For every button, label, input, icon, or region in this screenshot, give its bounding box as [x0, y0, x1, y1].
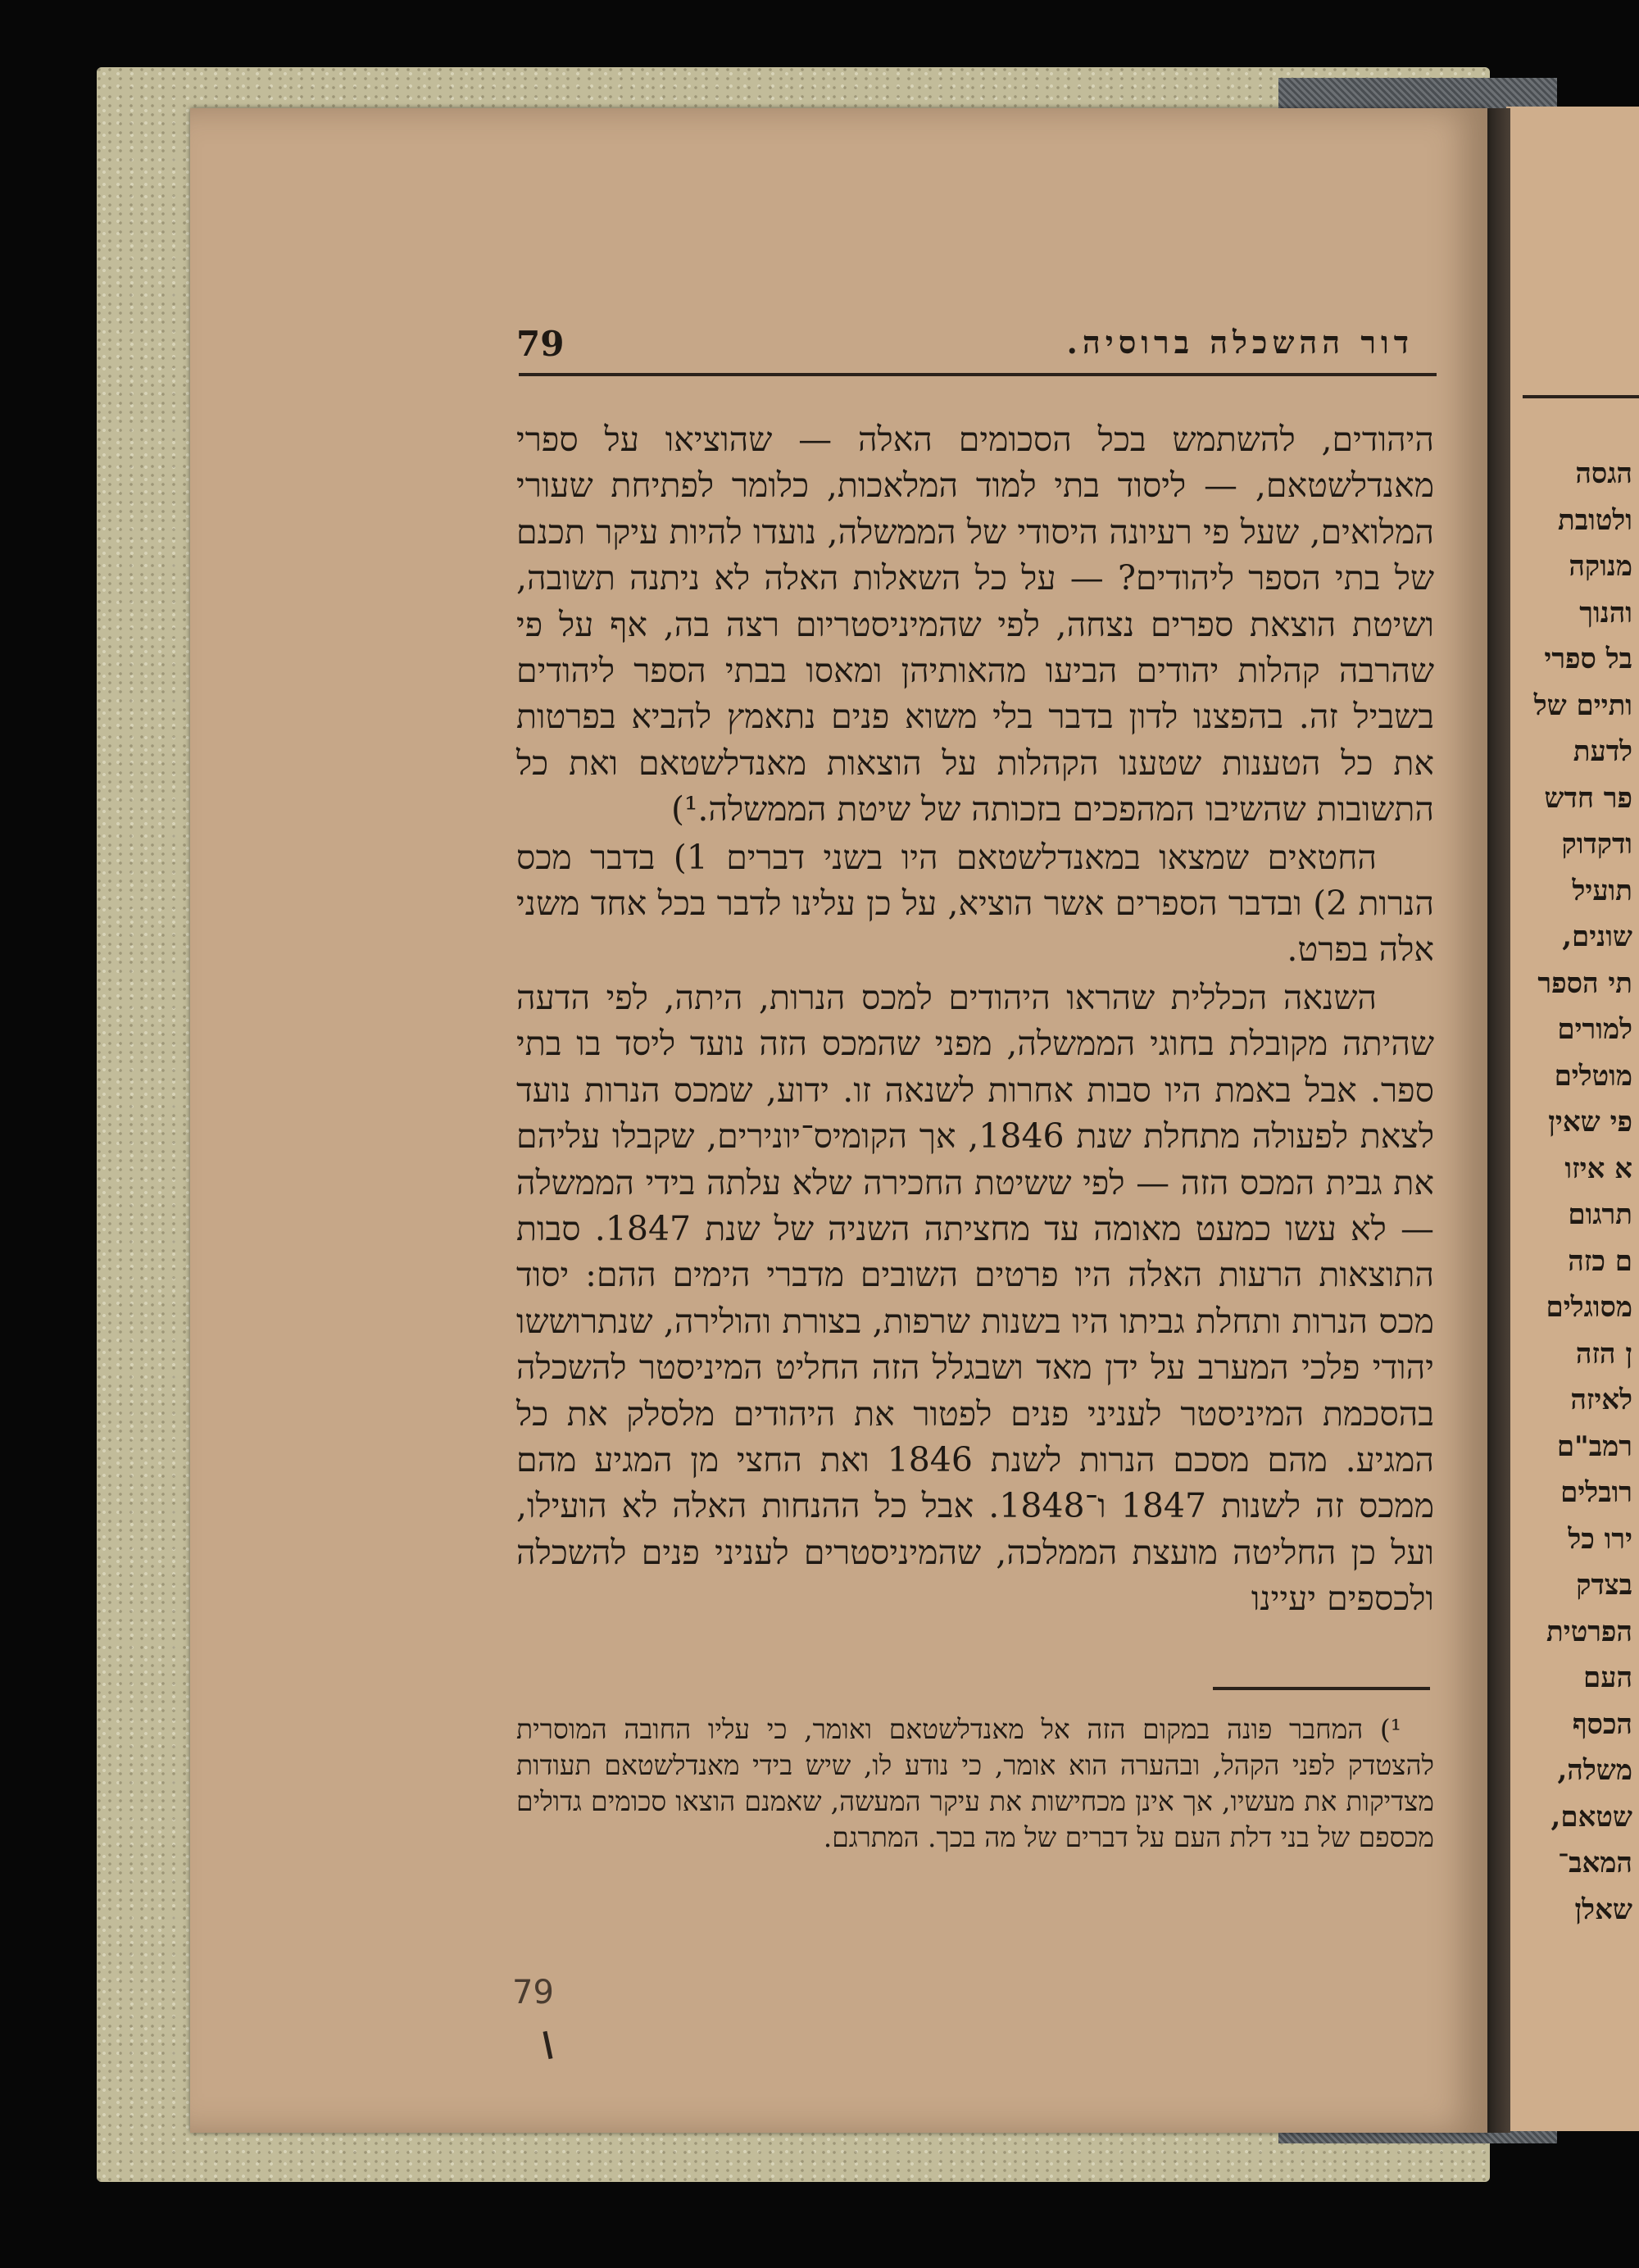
right-page-line: ן הזה [1575, 1337, 1632, 1370]
right-page-line: פי שאין [1548, 1106, 1632, 1139]
right-page-text [1510, 451, 1632, 1933]
pencil-page-number: 79 [512, 1974, 554, 2011]
right-page-line: הגסה [1575, 457, 1632, 490]
right-page-line: הכסף [1572, 1707, 1632, 1741]
right-page-line: רובלים [1560, 1476, 1632, 1509]
right-page-line: תועיל [1572, 874, 1632, 907]
running-head-title: דור ההשכלה ברוסיה. [1066, 324, 1414, 361]
right-page-line: לדעת [1573, 735, 1632, 768]
header-rule [519, 373, 1437, 376]
right-page-line: תי הספר [1537, 966, 1632, 1000]
body-text [516, 416, 1434, 1622]
right-page-line: בצדק [1576, 1569, 1632, 1602]
right-page-line: והנוך [1579, 596, 1632, 629]
right-page-line: שונים, [1562, 920, 1632, 953]
right-page-line: א איזו [1564, 1152, 1632, 1185]
right-page-line: ם כזה [1568, 1244, 1632, 1278]
right-page-line: משלה, [1557, 1754, 1632, 1787]
right-page-line: המאב־ [1558, 1847, 1632, 1879]
right-page-line: רמב"ם [1556, 1429, 1632, 1463]
right-page-line: למורים [1557, 1013, 1632, 1046]
right-page-line: ירו כל [1568, 1522, 1632, 1556]
right-page [1506, 107, 1639, 2131]
right-page-line: שאלן [1574, 1893, 1632, 1926]
right-page-line: ותיים של [1533, 689, 1632, 722]
right-page-line: תרגום [1568, 1198, 1632, 1231]
page-number: 79 [516, 324, 565, 364]
right-page-line: פר חדש [1544, 781, 1632, 815]
right-page-line: ודקדוק [1561, 828, 1632, 861]
right-page-line: שטאם, [1550, 1800, 1632, 1834]
right-page-line: מנוקה [1569, 550, 1632, 583]
paragraph: החטאים שמצאו במאנדלשטאם היו בשני דברים 1) בדבר מכס הנרות 2) ובדבר הספרים אשר הוציא, על כן עלינו לדבר בכל אחד משני אלה בפרט. [516, 837, 1434, 970]
right-page-header-rule [1523, 395, 1639, 398]
right-page-line: מסוגלים [1546, 1291, 1632, 1324]
paragraph: היהודים, להשתמש בכל הסכומים האלה — שהוציאו על ספרי מאנדלשטאם, — ליסוד בתי למוד המלאכות, כלומר לפתיחת שעורי המלואים, שעל פי רעיונה היסודי של הממשלה, נועדו להיות עיקר תכנם של בתי הספר ליהודים? — על כל השאלות האלה לא ניתנה תשובה, ושיטת הוצאת ספרים נצחה, לפי שהמיניסטריום רצה בה, אף על פי שהרבה קהלות יהודים הביעו מהאותיהן ומאסו בבתי הספר ליהודים בשביל זה. בהפצנו לדון בדבר בלי משוא פנים נתאמץ להביא בפרטות את כל הטענות שטענו הקהלות על הוצאות מאנדלשטאם ואת כל התשובות שהשיבו המהפכים בזכותה של שיטת הממשלה.¹) [516, 420, 1434, 829]
right-page-line: ולטובת [1558, 503, 1632, 537]
right-page-line: העם [1582, 1661, 1632, 1694]
footnote-rule [1213, 1687, 1430, 1690]
paragraph: השנאה הכללית שהראו היהודים למכס הנרות, היתה, לפי הדעה שהיתה מקובלת בחוגי הממשלה, מפני שהמכס הזה נועד ליסד בו בתי ספר. אבל באמת היו סבות אחרות לשנאה זו. ידוע, שמכס הנרות נועד לצאת לפעולה מתחלת שנת 1846, אך הקומיס־יונירים, שקבלו עליהם את גבית המכס הזה — לפי ששיטת החכירה שלא עלתה בידי הממשלה — לא עשו כמעט מאומה עד מחציתה השניה של שנת 1847. סבות התוצאות הרעות האלה היו פרטים השובים מדברי הימים ההם: יסוד מכס הנרות ותחלת גביתו היו בשנות שרפות, בצורת והולירה, שנתרוששו יהודי פלכי המערב על ידן מאד ושבגלל הזה החליט המיניסטר להשכלה בהסכמת המיניסטר לעניני פנים לפטור את היהודים מלסלק את כל המגיע. מהם מסכם הנרות לשנת 1846 ואת החצי מן המגיע מהם ממכס זה לשנות 1847 ו־1848. אבל כל ההנחות האלה לא הועילו, ועל כן החליטה מועצת הממלכה, שהמיניסטרים לעניני פנים להשכלה ולכספים יעיינו [516, 977, 1435, 1619]
footnote [516, 1711, 1434, 1856]
running-head [516, 324, 1438, 365]
right-page-line: מוטלים [1554, 1059, 1632, 1093]
right-page-line: לאיזה [1570, 1384, 1632, 1416]
right-page-line: בל ספרי [1544, 643, 1632, 675]
footnote-text: ¹) המחבר פונה במקום הזה אל מאנדלשטאם ואומר, כי עליו החובה המוסרית להצטדק לפני הקהל, ובהערה הוא אומר, כי נודע לו, שיש בידי מאנדלשטאם תעודות מצדיקות את מעשיו, אך אינן מכחישות את עיקר המעשה, שאמנם הוצאו סכומים גדולים מכספם של בני דלת העם על דברים של מה בכך. המתרגם. [516, 1713, 1434, 1853]
right-page-line: הפרטית [1546, 1615, 1632, 1648]
